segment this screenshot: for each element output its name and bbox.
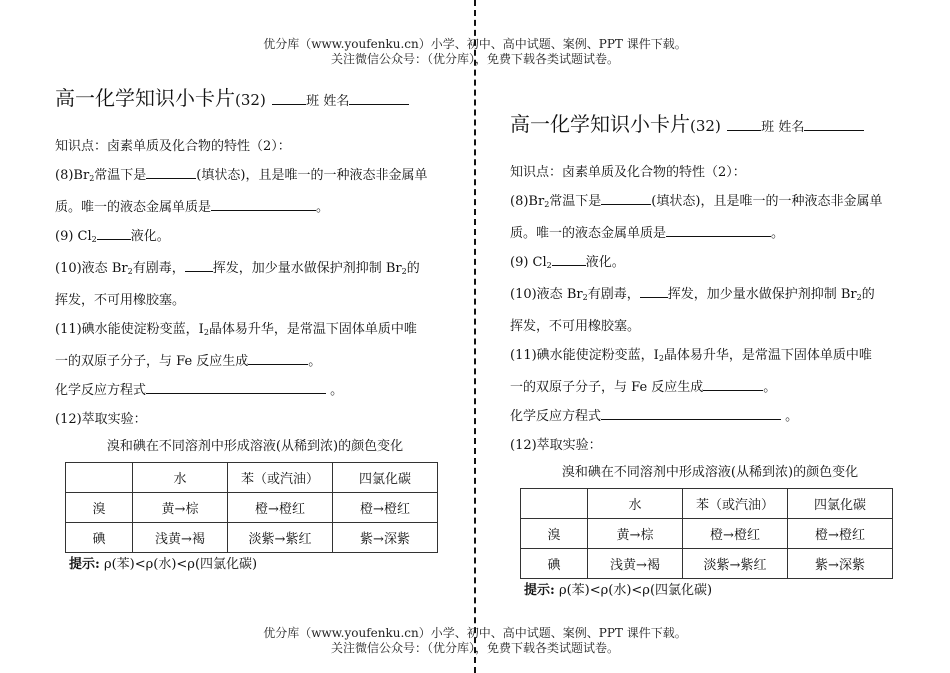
table-cell: 橙→橙红 [228, 493, 333, 523]
item-8-line-2: 质。唯一的液态金属单质是 。 [55, 200, 330, 215]
class-blank[interactable] [272, 92, 306, 105]
answer-blank[interactable] [666, 224, 771, 237]
hint-line: 提示: ρ(苯)<ρ(水)<ρ(四氯化碳) [69, 557, 258, 572]
item-10-line-2: 挥发，不可用橡胶塞。 [510, 319, 641, 334]
title-number: (32) [235, 91, 266, 109]
item-10-line-1: (10)液态 $Br_2$有剧毒， 挥发，加少量水做保护剂抑制 $Br_2$的 [510, 287, 875, 302]
item-11-line-2: 一的双原子分子，与 Fe 反应生成 。 [55, 354, 322, 369]
answer-blank[interactable] [703, 378, 763, 391]
equation-line: 化学反应方程式 。 [510, 409, 799, 424]
class-label: 班 [306, 94, 320, 109]
item-9-line: (9) $Cl_2$ 液化。 [55, 229, 170, 244]
title-main: 高一化学知识小卡片 [55, 86, 235, 110]
item-9-line: (9) $Cl_2$ 液化。 [510, 255, 625, 270]
equation-blank[interactable] [146, 381, 326, 394]
banner-line-2: 关注微信公众号：（优分库），免费下载各类试题试卷。 [330, 641, 619, 655]
item-8-line-1: $(8)Br_2$常温下是 (填状态)，且是唯一的一种液态非金属单 [55, 168, 428, 183]
table-cell: 碘 [521, 549, 588, 579]
answer-blank[interactable] [248, 352, 308, 365]
table-header-cell: 四氯化碳 [788, 489, 893, 519]
title-number: (32) [690, 117, 721, 135]
knowledge-card-right [510, 112, 910, 602]
name-blank[interactable] [349, 92, 409, 105]
table-cell: 溴 [66, 493, 133, 523]
table-row [521, 519, 893, 549]
name-blank[interactable] [804, 118, 864, 131]
answer-blank[interactable] [97, 227, 131, 240]
answer-blank[interactable] [185, 259, 213, 272]
table-row [521, 549, 893, 579]
name-label: 姓名 [323, 94, 350, 109]
name-label: 姓名 [778, 120, 805, 135]
table-cell: 碘 [66, 523, 133, 553]
banner-line-1: 优分库（www.youfenku.cn）小学、初中、高中试题、案例、PPT 课件下载。 [263, 626, 687, 640]
item-8-line-2: 质。唯一的液态金属单质是 。 [510, 226, 785, 241]
answer-blank[interactable] [640, 285, 668, 298]
equation-line: 化学反应方程式 。 [55, 383, 344, 398]
table-header-row [66, 463, 438, 493]
table-cell: 浅黄→褐 [133, 523, 228, 553]
table-cell: 黄→棕 [588, 519, 683, 549]
table-row [66, 493, 438, 523]
color-table [520, 488, 893, 579]
item-11-line-1: (11)碘水能使淀粉变蓝，$I_2$晶体易升华，是常温下固体单质中唯 [55, 322, 417, 337]
table-cell: 橙→橙红 [333, 493, 438, 523]
item-12-line: (12)萃取实验： [55, 412, 147, 427]
answer-blank[interactable] [146, 166, 196, 179]
table-header-cell [66, 463, 133, 493]
class-label: 班 [761, 120, 775, 135]
answer-blank[interactable] [601, 192, 651, 205]
table-header-cell: 水 [133, 463, 228, 493]
table-cell: 紫→深紫 [788, 549, 893, 579]
item-11-line-1: (11)碘水能使淀粉变蓝，$I_2$晶体易升华，是常温下固体单质中唯 [510, 348, 872, 363]
knowledge-card-left [55, 86, 455, 576]
dashed-cut-line [474, 0, 476, 673]
table-row [66, 523, 438, 553]
banner-line-2: 关注微信公众号：（优分库），免费下载各类试题试卷。 [330, 52, 619, 66]
table-caption: 溴和碘在不同溶剂中形成溶液(从稀到浓)的颜色变化 [106, 439, 404, 454]
card-title [55, 86, 455, 114]
table-cell: 淡紫→紫红 [228, 523, 333, 553]
table-cell: 淡紫→紫红 [683, 549, 788, 579]
item-11-line-2: 一的双原子分子，与 Fe 反应生成 。 [510, 380, 777, 395]
table-cell: 溴 [521, 519, 588, 549]
item-10-line-1: (10)液态 $Br_2$有剧毒， 挥发，加少量水做保护剂抑制 $Br_2$的 [55, 261, 420, 276]
item-8-line-1: $(8)Br_2$常温下是 (填状态)，且是唯一的一种液态非金属单 [510, 194, 883, 209]
table-header-row [521, 489, 893, 519]
answer-blank[interactable] [552, 253, 586, 266]
hint-line: 提示: ρ(苯)<ρ(水)<ρ(四氯化碳) [524, 583, 713, 598]
topic-line: 知识点：卤素单质及化合物的特性（2）： [55, 139, 291, 154]
card-title [510, 112, 910, 140]
table-header-cell: 苯（或汽油） [228, 463, 333, 493]
table-cell: 黄→棕 [133, 493, 228, 523]
equation-blank[interactable] [601, 407, 781, 420]
table-caption: 溴和碘在不同溶剂中形成溶液(从稀到浓)的颜色变化 [561, 465, 859, 480]
answer-blank[interactable] [211, 198, 316, 211]
table-header-cell: 水 [588, 489, 683, 519]
table-cell: 浅黄→褐 [588, 549, 683, 579]
item-12-line: (12)萃取实验： [510, 438, 602, 453]
table-header-cell: 四氯化碳 [333, 463, 438, 493]
table-cell: 橙→橙红 [683, 519, 788, 549]
title-main: 高一化学知识小卡片 [510, 112, 690, 136]
table-cell: 橙→橙红 [788, 519, 893, 549]
topic-line: 知识点：卤素单质及化合物的特性（2）： [510, 165, 746, 180]
table-cell: 紫→深紫 [333, 523, 438, 553]
table-header-cell: 苯（或汽油） [683, 489, 788, 519]
color-table [65, 462, 438, 553]
footer-banner [0, 626, 950, 656]
item-10-line-2: 挥发，不可用橡胶塞。 [55, 293, 186, 308]
class-blank[interactable] [727, 118, 761, 131]
table-header-cell [521, 489, 588, 519]
banner-line-1: 优分库（www.youfenku.cn）小学、初中、高中试题、案例、PPT 课件下载。 [263, 37, 687, 51]
